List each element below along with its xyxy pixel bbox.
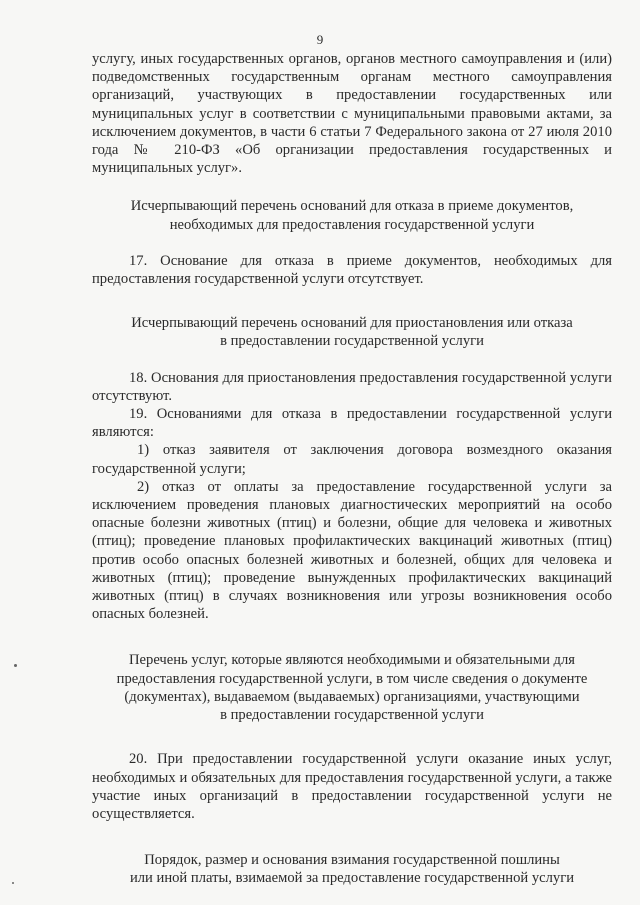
heading-line: Порядок, размер и основания взимания государственной пошлины — [144, 852, 560, 869]
heading-line: предоставления государственной услуги, в том числе сведения о документе — [116, 670, 588, 687]
heading-line: Исчерпывающий перечень оснований для отказа в приеме документов, — [130, 198, 574, 215]
scan-speck — [14, 664, 17, 667]
paragraph-19-item-2: 2) отказ от оплаты за предоставление государственной услуги за исключением проведения плановых диагностических мероприятий на особо опасные болезни животных (птиц) и болезни, общие для человека и животных (птиц); проведение плановых профилактических вакцинаций животных (птиц) против особо опасных болезней животных и болезней, общих для человека и животных (птиц); проведение вынужденных профилактических вакцинаций животных (птиц) в случаях возникновения или угрозы возникновения особо опасных болезней. — [92, 478, 612, 623]
heading-required-services — [92, 651, 612, 724]
document-body — [92, 50, 612, 888]
paragraph-continuation: услугу, иных государственных органов, органов местного самоуправления и (или) подведомственных государственным органам местного самоуправления организаций, участвующих в предоставлении государственных или муниципальных услуг в соответствии с муниципальными правовыми актами, за исключением документов, в части 6 статьи 7 Федерального закона от 27 июля 2010 года № 210-ФЗ «Об организации предоставления государственных и муниципальных услуг». — [92, 51, 612, 177]
paragraph-19-item-1: 1) отказ заявителя от заключения договора возмездного оказания государственной услуги; — [92, 442, 612, 477]
heading-suspension-refusal — [92, 314, 612, 350]
scan-speck — [12, 882, 14, 884]
heading-refusal-documents — [92, 197, 612, 233]
heading-state-fee — [92, 851, 612, 887]
heading-line: Перечень услуг, которые являются необходимыми и обязательными для — [129, 652, 575, 669]
heading-line: Исчерпывающий перечень оснований для приостановления или отказа — [131, 315, 573, 332]
paragraph-18: 18. Основания для приостановления предоставления государственной услуги отсутствуют. — [92, 369, 612, 404]
page-number: 9 — [316, 32, 324, 47]
heading-line: (документах), выдаваемом (выдаваемых) организациями, участвующими — [124, 688, 580, 705]
heading-line: или иной платы, взимаемой за предоставление государственной услуги — [129, 870, 575, 887]
heading-line: в предоставлении государственной услуги — [220, 333, 484, 350]
paragraph-17: 17. Основание для отказа в приеме документов, необходимых для предоставления государственной услуги отсутствует. — [92, 252, 612, 288]
paragraph-19: 19. Основаниями для отказа в предоставлении государственной услуги являются: — [92, 406, 612, 441]
paragraph-20: 20. При предоставлении государственной услуги оказание иных услуг, необходимых и обязательных для предоставления государственной услуги, а также участие иных организаций в предоставлении государственной услуги не осуществляется. — [92, 751, 612, 822]
heading-line: необходимых для предоставления государственной услуги — [169, 216, 535, 233]
heading-line: в предоставлении государственной услуги — [220, 707, 484, 724]
